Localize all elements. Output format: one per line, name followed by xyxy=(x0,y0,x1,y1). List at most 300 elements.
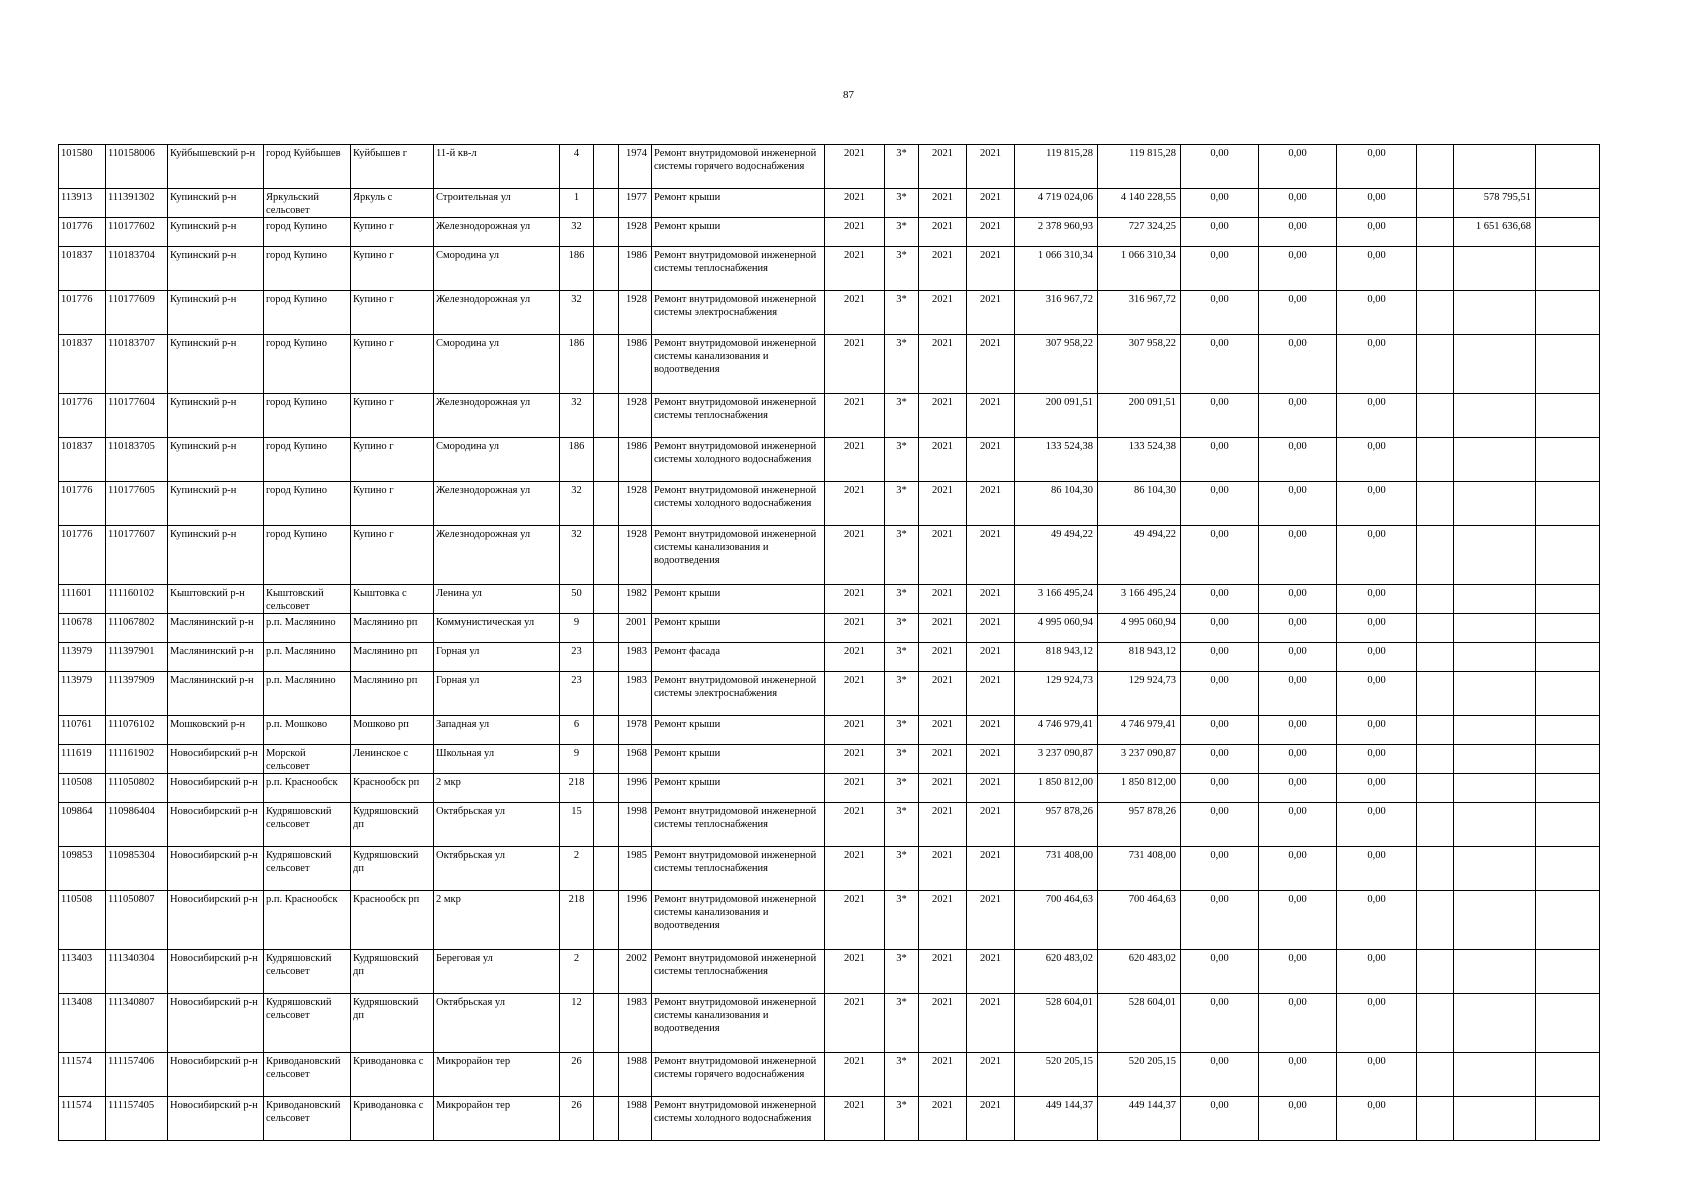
cell-owner-funds xyxy=(1454,1053,1536,1097)
cell-building xyxy=(594,847,619,891)
table-row xyxy=(59,643,1600,672)
cell-settlement: Краснообск рп xyxy=(351,774,434,803)
cell-owner-funds xyxy=(1454,526,1536,585)
cell-fund-cost: 1 066 310,34 xyxy=(1098,247,1181,291)
cell-col-22 xyxy=(1536,189,1600,218)
cell-col-22 xyxy=(1536,950,1600,994)
cell-work-id: 111076102 xyxy=(106,716,168,745)
cell-year-built: 1996 xyxy=(619,891,652,950)
cell-street: 2 мкр xyxy=(434,774,560,803)
cell-building xyxy=(594,394,619,438)
cell-work-type: Ремонт крыши xyxy=(652,745,825,774)
cell-start-year: 2021 xyxy=(919,247,967,291)
cell-house-number: 32 xyxy=(560,291,594,335)
cell-federal-funds: 0,00 xyxy=(1181,672,1259,716)
cell-local-funds: 0,00 xyxy=(1337,716,1417,745)
cell-year-built: 1928 xyxy=(619,291,652,335)
cell-fund-cost: 4 140 228,55 xyxy=(1098,189,1181,218)
cell-local-funds: 0,00 xyxy=(1337,891,1417,950)
cell-fund-cost: 4 746 979,41 xyxy=(1098,716,1181,745)
cell-plan-year: 2021 xyxy=(825,394,885,438)
cell-fund-cost: 4 995 060,94 xyxy=(1098,614,1181,643)
page-number: 87 xyxy=(843,89,854,101)
table-row xyxy=(59,745,1600,774)
cell-district: Купинский р-н xyxy=(168,218,264,247)
table-row xyxy=(59,247,1600,291)
cell-local-funds: 0,00 xyxy=(1337,189,1417,218)
table-row xyxy=(59,438,1600,482)
cell-regional-funds: 0,00 xyxy=(1259,482,1337,526)
cell-plan-year: 2021 xyxy=(825,291,885,335)
cell-building xyxy=(594,438,619,482)
cell-federal-funds: 0,00 xyxy=(1181,745,1259,774)
cell-settlement: Мошково рп xyxy=(351,716,434,745)
cell-work-type: Ремонт фасада xyxy=(652,643,825,672)
cell-total-cost: 957 878,26 xyxy=(1015,803,1098,847)
cell-federal-funds: 0,00 xyxy=(1181,145,1259,189)
cell-federal-funds: 0,00 xyxy=(1181,1053,1259,1097)
cell-plan-year: 2021 xyxy=(825,643,885,672)
cell-work-type: Ремонт внутридомовой инженерной системы теплоснабжения xyxy=(652,394,825,438)
cell-col-22 xyxy=(1536,335,1600,394)
cell-regional-funds: 0,00 xyxy=(1259,745,1337,774)
cell-fund-cost: 200 091,51 xyxy=(1098,394,1181,438)
cell-house-number: 4 xyxy=(560,145,594,189)
cell-work-type: Ремонт внутридомовой инженерной системы горячего водоснабжения xyxy=(652,145,825,189)
cell-work-type: Ремонт внутридомовой инженерной системы канализования и водоотведения xyxy=(652,994,825,1053)
cell-house-number: 6 xyxy=(560,716,594,745)
cell-local-funds: 0,00 xyxy=(1337,247,1417,291)
cell-fund-cost: 957 878,26 xyxy=(1098,803,1181,847)
cell-district: Купинский р-н xyxy=(168,526,264,585)
cell-house-id: 111574 xyxy=(59,1097,106,1141)
cell-local-funds: 0,00 xyxy=(1337,145,1417,189)
cell-owner-funds xyxy=(1454,847,1536,891)
cell-plan-year: 2021 xyxy=(825,247,885,291)
cell-house-id: 109853 xyxy=(59,847,106,891)
cell-federal-funds: 0,00 xyxy=(1181,291,1259,335)
cell-work-id: 111340807 xyxy=(106,994,168,1053)
cell-district: Новосибирский р-н xyxy=(168,803,264,847)
cell-col-22 xyxy=(1536,745,1600,774)
cell-end-year: 2021 xyxy=(967,745,1015,774)
cell-col-22 xyxy=(1536,716,1600,745)
cell-end-year: 2021 xyxy=(967,482,1015,526)
cell-local-funds: 0,00 xyxy=(1337,438,1417,482)
cell-plan-year: 2021 xyxy=(825,585,885,614)
cell-owner-funds xyxy=(1454,1097,1536,1141)
cell-regional-funds: 0,00 xyxy=(1259,291,1337,335)
cell-priority: 3* xyxy=(885,1097,919,1141)
cell-total-cost: 818 943,12 xyxy=(1015,643,1098,672)
cell-total-cost: 3 237 090,87 xyxy=(1015,745,1098,774)
cell-district: Куйбышевский р-н xyxy=(168,145,264,189)
cell-priority: 3* xyxy=(885,614,919,643)
cell-house-number: 15 xyxy=(560,803,594,847)
cell-year-built: 1983 xyxy=(619,672,652,716)
cell-col-20 xyxy=(1417,1097,1454,1141)
cell-house-number: 218 xyxy=(560,774,594,803)
cell-regional-funds: 0,00 xyxy=(1259,614,1337,643)
cell-work-id: 111160102 xyxy=(106,585,168,614)
table-row xyxy=(59,1097,1600,1141)
cell-federal-funds: 0,00 xyxy=(1181,394,1259,438)
cell-house-id: 101837 xyxy=(59,247,106,291)
cell-owner-funds xyxy=(1454,994,1536,1053)
cell-fund-cost: 119 815,28 xyxy=(1098,145,1181,189)
cell-local-funds: 0,00 xyxy=(1337,335,1417,394)
cell-work-id: 110177604 xyxy=(106,394,168,438)
cell-start-year: 2021 xyxy=(919,803,967,847)
cell-fund-cost: 3 237 090,87 xyxy=(1098,745,1181,774)
cell-work-id: 111397901 xyxy=(106,643,168,672)
cell-total-cost: 528 604,01 xyxy=(1015,994,1098,1053)
cell-start-year: 2021 xyxy=(919,643,967,672)
cell-plan-year: 2021 xyxy=(825,189,885,218)
cell-house-number: 9 xyxy=(560,745,594,774)
cell-year-built: 1977 xyxy=(619,189,652,218)
cell-district: Купинский р-н xyxy=(168,291,264,335)
capital-repair-table xyxy=(58,144,1600,1141)
cell-settlement: Криводановка с xyxy=(351,1097,434,1141)
cell-work-id: 111161902 xyxy=(106,745,168,774)
cell-street: Октябрьская ул xyxy=(434,994,560,1053)
cell-building xyxy=(594,291,619,335)
cell-end-year: 2021 xyxy=(967,394,1015,438)
cell-house-id: 101776 xyxy=(59,482,106,526)
cell-col-20 xyxy=(1417,189,1454,218)
cell-fund-cost: 620 483,02 xyxy=(1098,950,1181,994)
cell-end-year: 2021 xyxy=(967,994,1015,1053)
cell-priority: 3* xyxy=(885,585,919,614)
cell-year-built: 1978 xyxy=(619,716,652,745)
cell-local-funds: 0,00 xyxy=(1337,745,1417,774)
cell-house-id: 113979 xyxy=(59,672,106,716)
cell-settlement: Яркуль с xyxy=(351,189,434,218)
cell-work-type: Ремонт внутридомовой инженерной системы канализования и водоотведения xyxy=(652,526,825,585)
cell-regional-funds: 0,00 xyxy=(1259,847,1337,891)
cell-building xyxy=(594,585,619,614)
cell-year-built: 1928 xyxy=(619,218,652,247)
cell-house-id: 109864 xyxy=(59,803,106,847)
cell-settlement: Маслянино рп xyxy=(351,614,434,643)
table-row xyxy=(59,891,1600,950)
cell-year-built: 1986 xyxy=(619,335,652,394)
cell-owner-funds xyxy=(1454,335,1536,394)
cell-regional-funds: 0,00 xyxy=(1259,585,1337,614)
cell-start-year: 2021 xyxy=(919,438,967,482)
cell-building xyxy=(594,482,619,526)
cell-street: Октябрьская ул xyxy=(434,803,560,847)
cell-end-year: 2021 xyxy=(967,218,1015,247)
cell-col-22 xyxy=(1536,774,1600,803)
cell-end-year: 2021 xyxy=(967,291,1015,335)
cell-district: Маслянинский р-н xyxy=(168,672,264,716)
cell-end-year: 2021 xyxy=(967,774,1015,803)
cell-settlement: Маслянино рп xyxy=(351,643,434,672)
cell-federal-funds: 0,00 xyxy=(1181,716,1259,745)
cell-total-cost: 2 378 960,93 xyxy=(1015,218,1098,247)
cell-municipality: город Купино xyxy=(264,526,351,585)
cell-street: Ленина ул xyxy=(434,585,560,614)
cell-local-funds: 0,00 xyxy=(1337,482,1417,526)
cell-col-22 xyxy=(1536,145,1600,189)
cell-work-id: 110158006 xyxy=(106,145,168,189)
cell-local-funds: 0,00 xyxy=(1337,1097,1417,1141)
cell-building xyxy=(594,145,619,189)
cell-street: Горная ул xyxy=(434,672,560,716)
cell-street: Смородина ул xyxy=(434,247,560,291)
cell-building xyxy=(594,745,619,774)
cell-fund-cost: 86 104,30 xyxy=(1098,482,1181,526)
cell-house-number: 2 xyxy=(560,847,594,891)
cell-house-id: 113403 xyxy=(59,950,106,994)
cell-street: Школьная ул xyxy=(434,745,560,774)
table-row xyxy=(59,145,1600,189)
cell-district: Новосибирский р-н xyxy=(168,745,264,774)
cell-fund-cost: 818 943,12 xyxy=(1098,643,1181,672)
cell-start-year: 2021 xyxy=(919,716,967,745)
cell-start-year: 2021 xyxy=(919,1097,967,1141)
cell-house-number: 32 xyxy=(560,394,594,438)
cell-priority: 3* xyxy=(885,335,919,394)
cell-district: Новосибирский р-н xyxy=(168,950,264,994)
cell-start-year: 2021 xyxy=(919,394,967,438)
cell-municipality: город Купино xyxy=(264,482,351,526)
cell-col-20 xyxy=(1417,774,1454,803)
cell-fund-cost: 520 205,15 xyxy=(1098,1053,1181,1097)
cell-settlement: Купино г xyxy=(351,335,434,394)
cell-municipality: Кудряшовский сельсовет xyxy=(264,950,351,994)
cell-regional-funds: 0,00 xyxy=(1259,189,1337,218)
cell-street: Смородина ул xyxy=(434,335,560,394)
cell-regional-funds: 0,00 xyxy=(1259,774,1337,803)
cell-total-cost: 1 850 812,00 xyxy=(1015,774,1098,803)
cell-house-id: 113979 xyxy=(59,643,106,672)
cell-owner-funds xyxy=(1454,643,1536,672)
cell-building xyxy=(594,1053,619,1097)
cell-end-year: 2021 xyxy=(967,335,1015,394)
cell-federal-funds: 0,00 xyxy=(1181,614,1259,643)
cell-year-built: 1983 xyxy=(619,994,652,1053)
cell-district: Новосибирский р-н xyxy=(168,774,264,803)
cell-priority: 3* xyxy=(885,247,919,291)
cell-col-20 xyxy=(1417,847,1454,891)
cell-total-cost: 449 144,37 xyxy=(1015,1097,1098,1141)
cell-street: Железнодорожная ул xyxy=(434,218,560,247)
cell-local-funds: 0,00 xyxy=(1337,672,1417,716)
cell-work-id: 110177605 xyxy=(106,482,168,526)
cell-house-number: 186 xyxy=(560,247,594,291)
cell-house-id: 113913 xyxy=(59,189,106,218)
cell-plan-year: 2021 xyxy=(825,145,885,189)
cell-end-year: 2021 xyxy=(967,526,1015,585)
cell-end-year: 2021 xyxy=(967,847,1015,891)
cell-work-type: Ремонт крыши xyxy=(652,716,825,745)
cell-house-id: 111574 xyxy=(59,1053,106,1097)
cell-year-built: 1985 xyxy=(619,847,652,891)
cell-work-id: 111397909 xyxy=(106,672,168,716)
cell-street: Горная ул xyxy=(434,643,560,672)
cell-federal-funds: 0,00 xyxy=(1181,1097,1259,1141)
table-row xyxy=(59,614,1600,643)
cell-federal-funds: 0,00 xyxy=(1181,994,1259,1053)
cell-federal-funds: 0,00 xyxy=(1181,847,1259,891)
cell-col-20 xyxy=(1417,438,1454,482)
cell-work-id: 110177602 xyxy=(106,218,168,247)
cell-municipality: р.п. Маслянино xyxy=(264,672,351,716)
cell-work-type: Ремонт крыши xyxy=(652,189,825,218)
cell-work-id: 110985304 xyxy=(106,847,168,891)
cell-owner-funds xyxy=(1454,774,1536,803)
cell-col-20 xyxy=(1417,994,1454,1053)
cell-settlement: Кыштовка с xyxy=(351,585,434,614)
cell-end-year: 2021 xyxy=(967,585,1015,614)
cell-building xyxy=(594,247,619,291)
cell-owner-funds xyxy=(1454,247,1536,291)
cell-work-id: 111157405 xyxy=(106,1097,168,1141)
cell-col-20 xyxy=(1417,482,1454,526)
cell-municipality: город Купино xyxy=(264,394,351,438)
cell-priority: 3* xyxy=(885,950,919,994)
cell-street: Строительная ул xyxy=(434,189,560,218)
cell-regional-funds: 0,00 xyxy=(1259,716,1337,745)
cell-start-year: 2021 xyxy=(919,847,967,891)
cell-building xyxy=(594,526,619,585)
cell-priority: 3* xyxy=(885,803,919,847)
cell-street: Береговая ул xyxy=(434,950,560,994)
cell-total-cost: 4 719 024,06 xyxy=(1015,189,1098,218)
cell-regional-funds: 0,00 xyxy=(1259,394,1337,438)
cell-plan-year: 2021 xyxy=(825,950,885,994)
cell-total-cost: 3 166 495,24 xyxy=(1015,585,1098,614)
cell-municipality: Морской сельсовет xyxy=(264,745,351,774)
cell-street: Железнодорожная ул xyxy=(434,482,560,526)
table-body xyxy=(59,145,1600,1141)
cell-district: Новосибирский р-н xyxy=(168,891,264,950)
cell-total-cost: 119 815,28 xyxy=(1015,145,1098,189)
cell-priority: 3* xyxy=(885,482,919,526)
cell-owner-funds xyxy=(1454,438,1536,482)
cell-district: Новосибирский р-н xyxy=(168,1053,264,1097)
cell-federal-funds: 0,00 xyxy=(1181,526,1259,585)
cell-building xyxy=(594,643,619,672)
cell-federal-funds: 0,00 xyxy=(1181,218,1259,247)
table-row xyxy=(59,482,1600,526)
table-row xyxy=(59,1053,1600,1097)
cell-col-20 xyxy=(1417,526,1454,585)
cell-col-22 xyxy=(1536,526,1600,585)
cell-total-cost: 700 464,63 xyxy=(1015,891,1098,950)
cell-work-id: 110183707 xyxy=(106,335,168,394)
cell-work-type: Ремонт внутридомовой инженерной системы холодного водоснабжения xyxy=(652,438,825,482)
cell-federal-funds: 0,00 xyxy=(1181,335,1259,394)
cell-end-year: 2021 xyxy=(967,950,1015,994)
cell-col-22 xyxy=(1536,614,1600,643)
cell-regional-funds: 0,00 xyxy=(1259,438,1337,482)
cell-regional-funds: 0,00 xyxy=(1259,803,1337,847)
cell-local-funds: 0,00 xyxy=(1337,774,1417,803)
table-row xyxy=(59,803,1600,847)
cell-start-year: 2021 xyxy=(919,950,967,994)
cell-plan-year: 2021 xyxy=(825,672,885,716)
cell-federal-funds: 0,00 xyxy=(1181,774,1259,803)
cell-street: 11-й кв-л xyxy=(434,145,560,189)
cell-start-year: 2021 xyxy=(919,1053,967,1097)
cell-plan-year: 2021 xyxy=(825,891,885,950)
cell-year-built: 1928 xyxy=(619,394,652,438)
cell-house-number: 32 xyxy=(560,482,594,526)
cell-municipality: Кудряшовский сельсовет xyxy=(264,803,351,847)
cell-federal-funds: 0,00 xyxy=(1181,482,1259,526)
cell-federal-funds: 0,00 xyxy=(1181,891,1259,950)
cell-priority: 3* xyxy=(885,994,919,1053)
cell-start-year: 2021 xyxy=(919,335,967,394)
cell-building xyxy=(594,672,619,716)
cell-municipality: р.п. Краснообск xyxy=(264,774,351,803)
cell-district: Маслянинский р-н xyxy=(168,614,264,643)
cell-end-year: 2021 xyxy=(967,891,1015,950)
table-row xyxy=(59,291,1600,335)
cell-col-20 xyxy=(1417,716,1454,745)
cell-owner-funds xyxy=(1454,803,1536,847)
cell-work-type: Ремонт внутридомовой инженерной системы электроснабжения xyxy=(652,672,825,716)
cell-year-built: 1974 xyxy=(619,145,652,189)
cell-owner-funds xyxy=(1454,614,1536,643)
cell-municipality: Яркульский сельсовет xyxy=(264,189,351,218)
cell-priority: 3* xyxy=(885,218,919,247)
cell-col-22 xyxy=(1536,394,1600,438)
cell-plan-year: 2021 xyxy=(825,774,885,803)
cell-col-22 xyxy=(1536,994,1600,1053)
cell-total-cost: 1 066 310,34 xyxy=(1015,247,1098,291)
cell-plan-year: 2021 xyxy=(825,526,885,585)
cell-settlement: Купино г xyxy=(351,482,434,526)
cell-street: 2 мкр xyxy=(434,891,560,950)
cell-settlement: Ленинское с xyxy=(351,745,434,774)
cell-work-type: Ремонт крыши xyxy=(652,774,825,803)
cell-federal-funds: 0,00 xyxy=(1181,643,1259,672)
cell-settlement: Кудряшовский дп xyxy=(351,950,434,994)
cell-federal-funds: 0,00 xyxy=(1181,585,1259,614)
cell-local-funds: 0,00 xyxy=(1337,1053,1417,1097)
cell-house-number: 1 xyxy=(560,189,594,218)
cell-work-id: 110183704 xyxy=(106,247,168,291)
cell-work-type: Ремонт внутридомовой инженерной системы канализования и водоотведения xyxy=(652,335,825,394)
cell-house-number: 186 xyxy=(560,438,594,482)
cell-fund-cost: 316 967,72 xyxy=(1098,291,1181,335)
cell-fund-cost: 1 850 812,00 xyxy=(1098,774,1181,803)
cell-regional-funds: 0,00 xyxy=(1259,672,1337,716)
cell-col-20 xyxy=(1417,803,1454,847)
cell-regional-funds: 0,00 xyxy=(1259,1097,1337,1141)
cell-col-20 xyxy=(1417,394,1454,438)
cell-total-cost: 129 924,73 xyxy=(1015,672,1098,716)
cell-total-cost: 316 967,72 xyxy=(1015,291,1098,335)
cell-owner-funds: 578 795,51 xyxy=(1454,189,1536,218)
cell-priority: 3* xyxy=(885,891,919,950)
cell-end-year: 2021 xyxy=(967,438,1015,482)
cell-owner-funds: 1 651 636,68 xyxy=(1454,218,1536,247)
cell-district: Купинский р-н xyxy=(168,482,264,526)
cell-work-id: 110177609 xyxy=(106,291,168,335)
cell-priority: 3* xyxy=(885,716,919,745)
cell-fund-cost: 731 408,00 xyxy=(1098,847,1181,891)
cell-year-built: 1996 xyxy=(619,774,652,803)
cell-work-id: 110986404 xyxy=(106,803,168,847)
cell-year-built: 1968 xyxy=(619,745,652,774)
cell-col-22 xyxy=(1536,585,1600,614)
